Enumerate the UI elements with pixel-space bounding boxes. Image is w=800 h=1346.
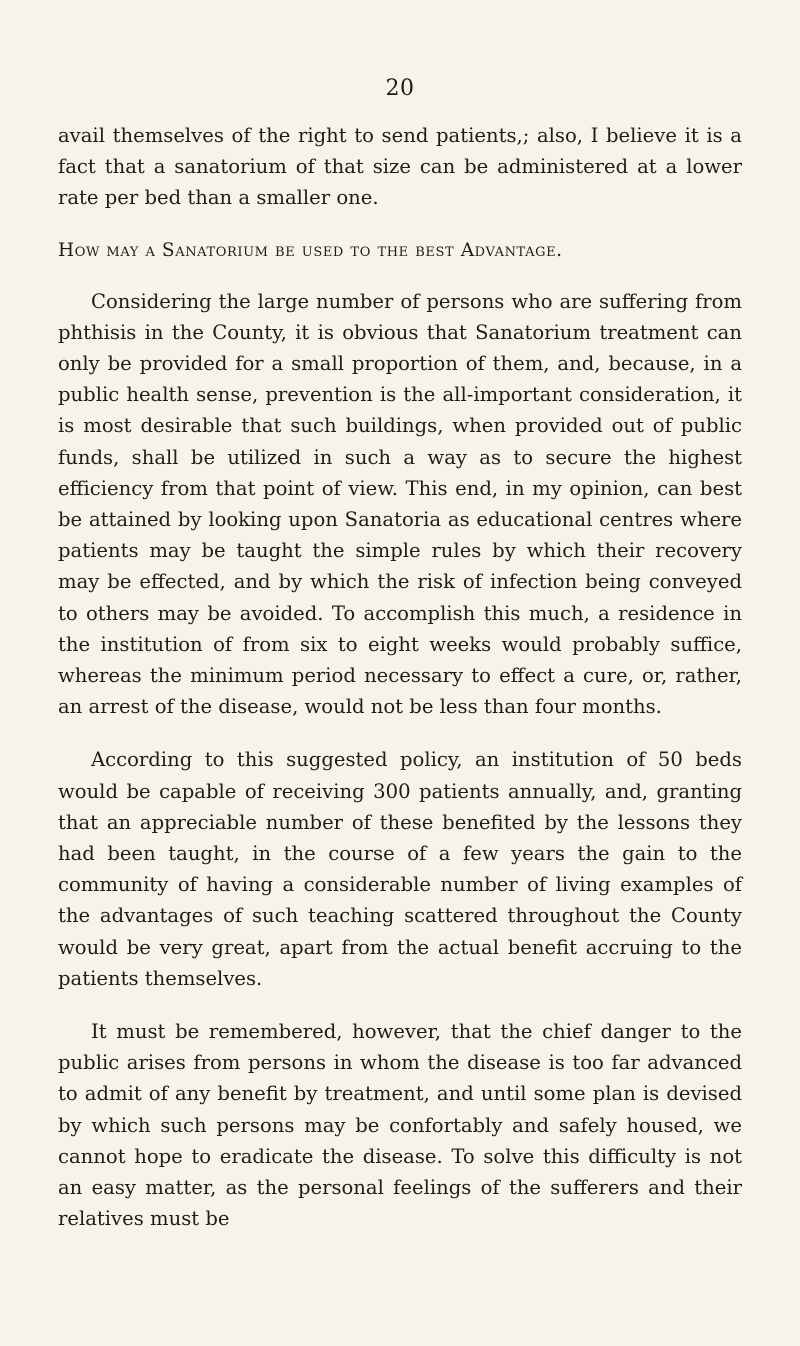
paragraph-gap xyxy=(58,994,742,1016)
page-number: 20 xyxy=(385,76,415,101)
section-heading: How may a Sanatorium be used to the best Advantage. xyxy=(58,239,563,261)
paragraph-gap xyxy=(58,722,742,744)
paragraph-suggested-policy: According to this suggested policy, an institution of 50 beds would be capable of receiving 300 patients annually, and, granting that an appreciable number of these benefited by the lessons they had been taught, in the course of a few years the gain to the community of having a considerable number of living examples of the advantages of such teaching scattered throughout the County would be very great, apart from the actual benefit accruing to the patients themselves. xyxy=(58,748,742,990)
paragraph-chief-danger: It must be remembered, however, that the chief danger to the public arises from persons in whom the disease is too far advanced to admit of any benefit by treatment, and until some plan is devised by which such persons may be confortably and safely housed, we cannot hope to eradicate the disease. To solve this difficulty is not an easy matter, as the personal feelings of the sufferers and their relatives must be xyxy=(58,1020,742,1231)
body-text xyxy=(58,120,742,1235)
paragraph-sanatorium-treatment: Considering the large number of persons who are suffering from phthisis in the County, it is obvious that Sanatorium treatment can only be provided for a small proportion of them, and, because, in a public health sense, prevention is the all-important consideration, it is most desirable that such buildings, when provided out of public funds, shall be utilized in such a way as to secure the highest efficiency from that point of view. This end, in my opinion, can best be attained by looking upon Sanatoria as educational centres where patients may be taught the simple rules by which their recovery may be effected, and by which the risk of infection being conveyed to others may be avoided. To accomplish this much, a residence in the institution of from six to eight weeks would probably suffice, whereas the minimum period necessary to effect a cure, or, rather, an arrest of the disease, would not be less than four months. xyxy=(58,289,742,719)
paragraph-continuation: avail themselves of the right to send patients,; also, I believe it is a fact that a sanatorium of that size can be administered at a lower rate per bed than a smaller one. xyxy=(58,124,742,210)
